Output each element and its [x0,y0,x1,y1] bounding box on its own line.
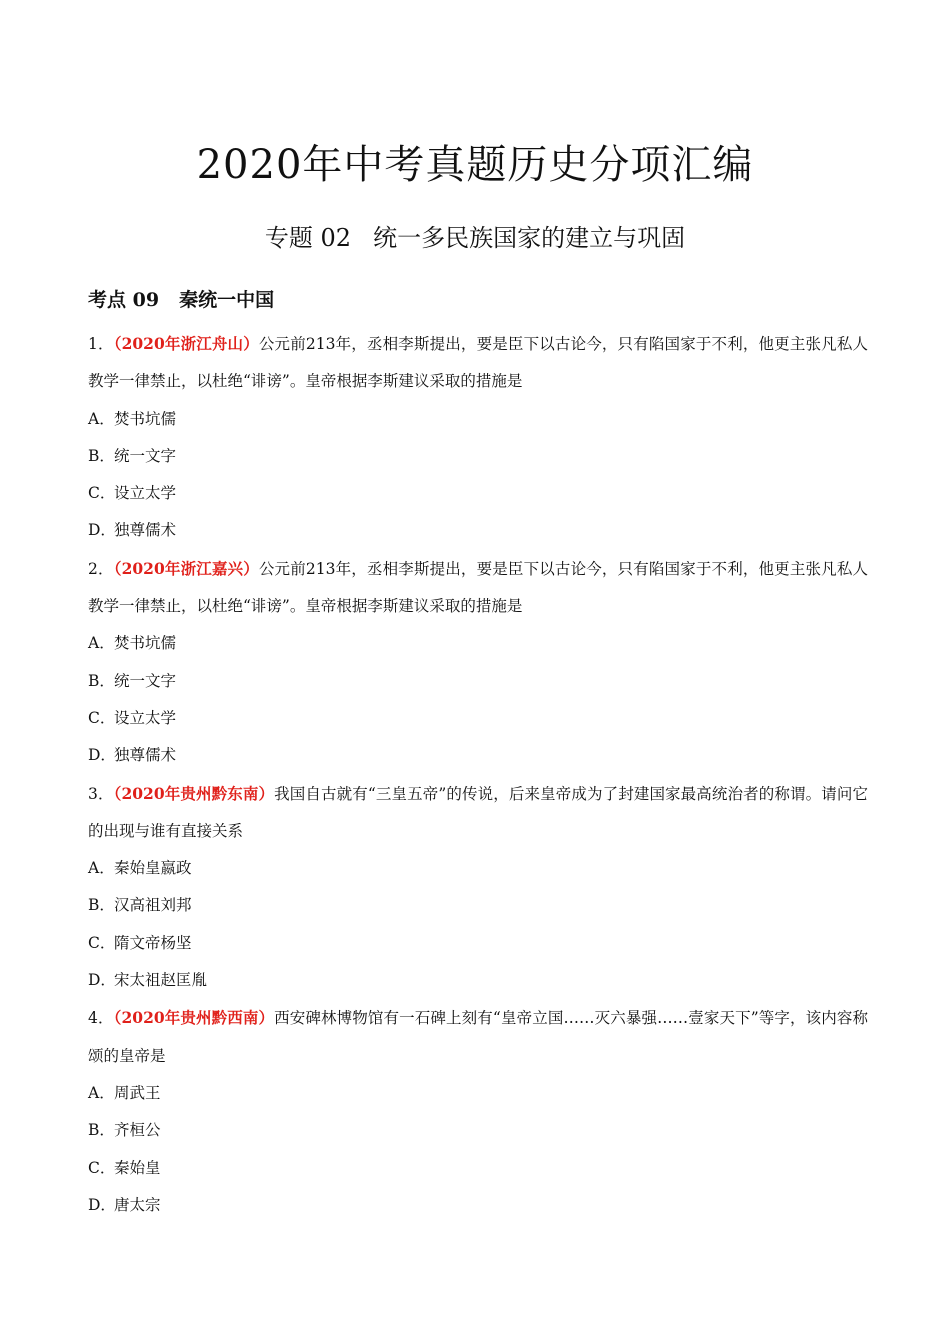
question-stem [88,775,868,851]
question-text: 西安碑林博物馆有一石碑上刻有“皇帝立国……灭六暴强……壹家天下”等字，该内容称颂的皇帝是 [88,1009,868,1065]
option-text: 周武王 [114,1083,161,1102]
question-3 [88,775,868,1000]
question-2 [88,550,868,775]
question-text: 公元前213年，丞相李斯提出，要是臣下以古论今，只有陷国家于不利，他更主张凡私人教学一律禁止，以杜绝“诽谤”。皇帝根据李斯建议采取的措施是 [88,335,868,391]
option-letter: B． [88,671,115,690]
option-a [88,401,868,438]
question-number: 3． [88,784,114,803]
topic-text: 统一多民族国家的建立与巩固 [373,224,686,252]
option-d [88,962,868,999]
option-b [88,887,868,924]
option-text: 秦始皇嬴政 [114,859,192,878]
option-letter: C． [88,933,116,952]
option-c [88,1150,868,1187]
question-number: 1． [88,335,114,353]
question-list [88,325,868,1224]
option-c [88,475,868,512]
option-d [88,512,868,549]
option-letter: B． [88,1121,115,1140]
question-stem [88,999,868,1075]
option-text: 焚书坑儒 [114,634,177,653]
option-a [88,1075,868,1112]
option-letter: D． [88,1195,116,1214]
section-title: 秦统一中国 [179,289,275,311]
section-code: 考点 09 [88,289,160,311]
option-text: 设立太学 [114,484,177,503]
option-d [88,737,868,774]
option-text: 齐桓公 [114,1121,161,1140]
option-text: 统一文字 [114,446,177,465]
question-source: （2020年浙江嘉兴） [113,558,259,578]
question-text: 我国自古就有“三皇五帝”的传说，后来皇帝成为了封建国家最高统治者的称谓。请问它的出现与谁有直接关系 [88,784,869,840]
question-number: 2． [88,559,114,578]
option-letter: C． [88,1158,116,1177]
option-d [88,1187,868,1224]
option-text: 统一文字 [114,671,177,690]
option-a [88,625,868,662]
option-letter: A． [88,409,115,428]
option-text: 汉高祖刘邦 [114,896,192,915]
option-letter: C． [88,708,116,727]
option-c [88,700,868,737]
option-letter: D． [88,971,116,990]
option-letter: B． [88,896,115,915]
option-text: 设立太学 [114,708,177,727]
question-source: （2020年贵州黔东南） [113,783,275,803]
question-4 [88,999,868,1224]
topic-number: 专题 02 [264,224,352,252]
option-text: 独尊儒术 [114,746,177,765]
option-b [88,663,868,700]
option-letter: D． [88,746,116,765]
option-letter: A． [88,1083,115,1102]
option-text: 隋文帝杨坚 [114,933,192,952]
question-stem [88,325,868,401]
question-text: 公元前213年，丞相李斯提出，要是臣下以古论今，只有陷国家于不利，他更主张凡私人教学一律禁止，以杜绝“诽谤”。皇帝根据李斯建议采取的措施是 [88,559,868,616]
question-number: 4． [88,1009,114,1028]
option-letter: D． [88,521,116,540]
option-text: 宋太祖赵匡胤 [114,971,208,990]
question-stem [88,550,868,626]
page-title: 2020年中考真题历史分项汇编 [196,142,754,188]
topic-subtitle [0,221,950,255]
option-c [88,925,868,962]
option-text: 秦始皇 [114,1158,161,1177]
option-text: 独尊儒术 [114,521,177,540]
option-b [88,438,868,475]
option-text: 焚书坑儒 [114,409,177,428]
option-letter: C． [88,484,116,503]
option-text: 唐太宗 [114,1195,161,1214]
option-b [88,1112,868,1149]
question-1 [88,325,868,550]
option-a [88,850,868,887]
option-letter: B． [88,446,115,465]
section-heading [88,285,274,315]
option-letter: A． [88,859,115,878]
question-source: （2020年浙江舟山） [113,334,259,353]
option-letter: A． [88,634,115,653]
question-source: （2020年贵州黔西南） [113,1008,275,1028]
